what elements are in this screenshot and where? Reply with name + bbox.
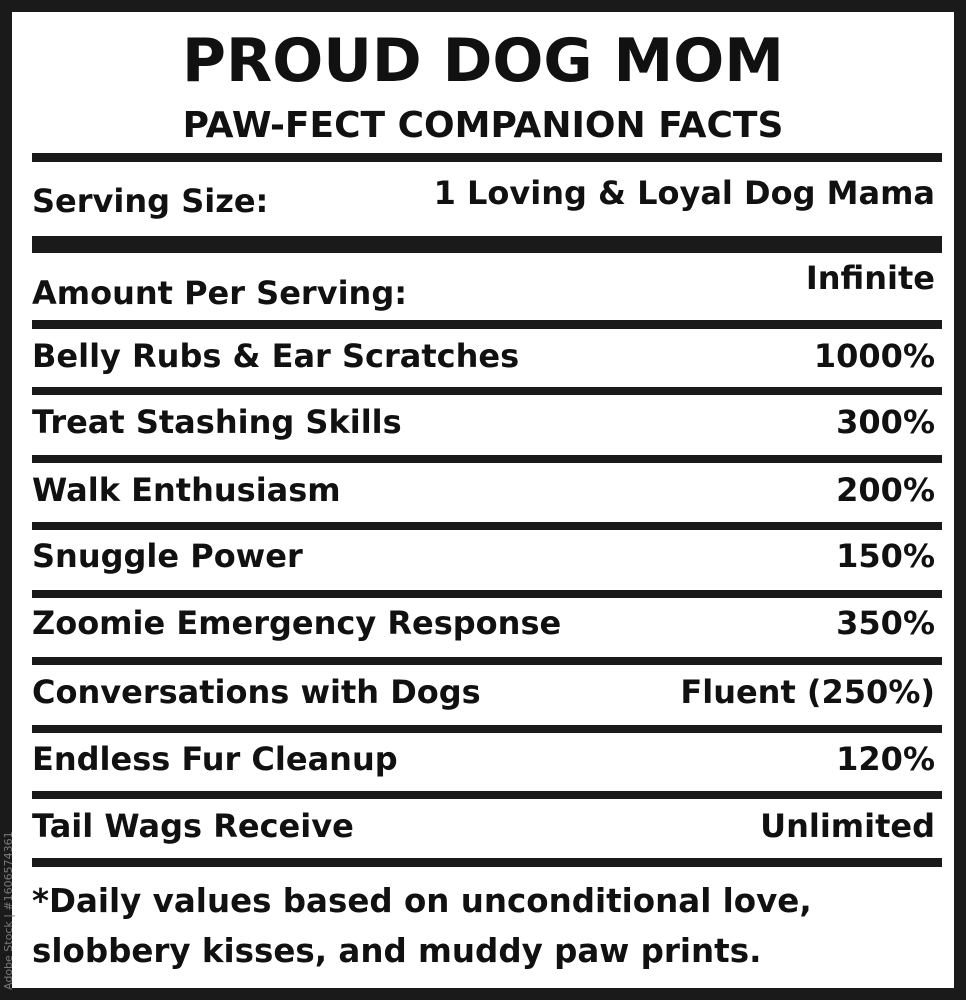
divider: [32, 455, 942, 463]
divider-thick: [32, 236, 942, 253]
fact-label: Belly Rubs & Ear Scratches: [32, 337, 520, 375]
divider: [32, 791, 942, 799]
stock-watermark: Adobe Stock | #1606574361: [2, 831, 15, 990]
fact-row: [32, 666, 935, 718]
fact-label: Treat Stashing Skills: [32, 403, 402, 441]
fact-value: 300%: [836, 403, 935, 441]
fact-label: Zoomie Emergency Response: [32, 604, 562, 642]
amount-per-serving-row: [32, 259, 935, 314]
fact-value: Unlimited: [760, 807, 935, 845]
fact-value: 150%: [836, 537, 935, 575]
fact-row: [32, 800, 935, 852]
fact-label: Endless Fur Cleanup: [32, 740, 398, 778]
divider: [32, 725, 942, 733]
divider-bottom: [32, 858, 942, 867]
fact-value: 200%: [836, 471, 935, 509]
divider: [32, 522, 942, 530]
serving-size-label: Serving Size:: [32, 182, 269, 220]
divider: [32, 387, 942, 395]
fact-value: 1000%: [813, 337, 935, 375]
fact-row: [32, 597, 935, 649]
footnote: *Daily values based on unconditional love, slobbery kisses, and muddy paw prints.: [32, 882, 812, 970]
fact-row: [32, 464, 935, 516]
fact-row: [32, 733, 935, 785]
page-subtitle: PAW-FECT COMPANION FACTS: [182, 105, 784, 146]
fact-value: Fluent (250%): [680, 673, 935, 711]
divider-top: [32, 153, 942, 162]
page-title: PROUD DOG MOM: [182, 26, 784, 96]
fact-row: [32, 330, 935, 382]
fact-row: [32, 530, 935, 582]
divider: [32, 320, 942, 329]
fact-label: Conversations with Dogs: [32, 673, 481, 711]
amount-per-serving-label: Amount Per Serving:: [32, 274, 408, 312]
serving-size-value: 1 Loving & Loyal Dog Mama: [433, 174, 935, 212]
fact-label: Walk Enthusiasm: [32, 471, 341, 509]
divider: [32, 657, 942, 665]
fact-label: Tail Wags Receive: [32, 807, 354, 845]
fact-label: Snuggle Power: [32, 537, 303, 575]
amount-per-serving-value: Infinite: [805, 259, 935, 297]
fact-row: [32, 396, 935, 448]
fact-value: 350%: [836, 604, 935, 642]
serving-size-row: [32, 172, 935, 224]
fact-value: 120%: [836, 740, 935, 778]
